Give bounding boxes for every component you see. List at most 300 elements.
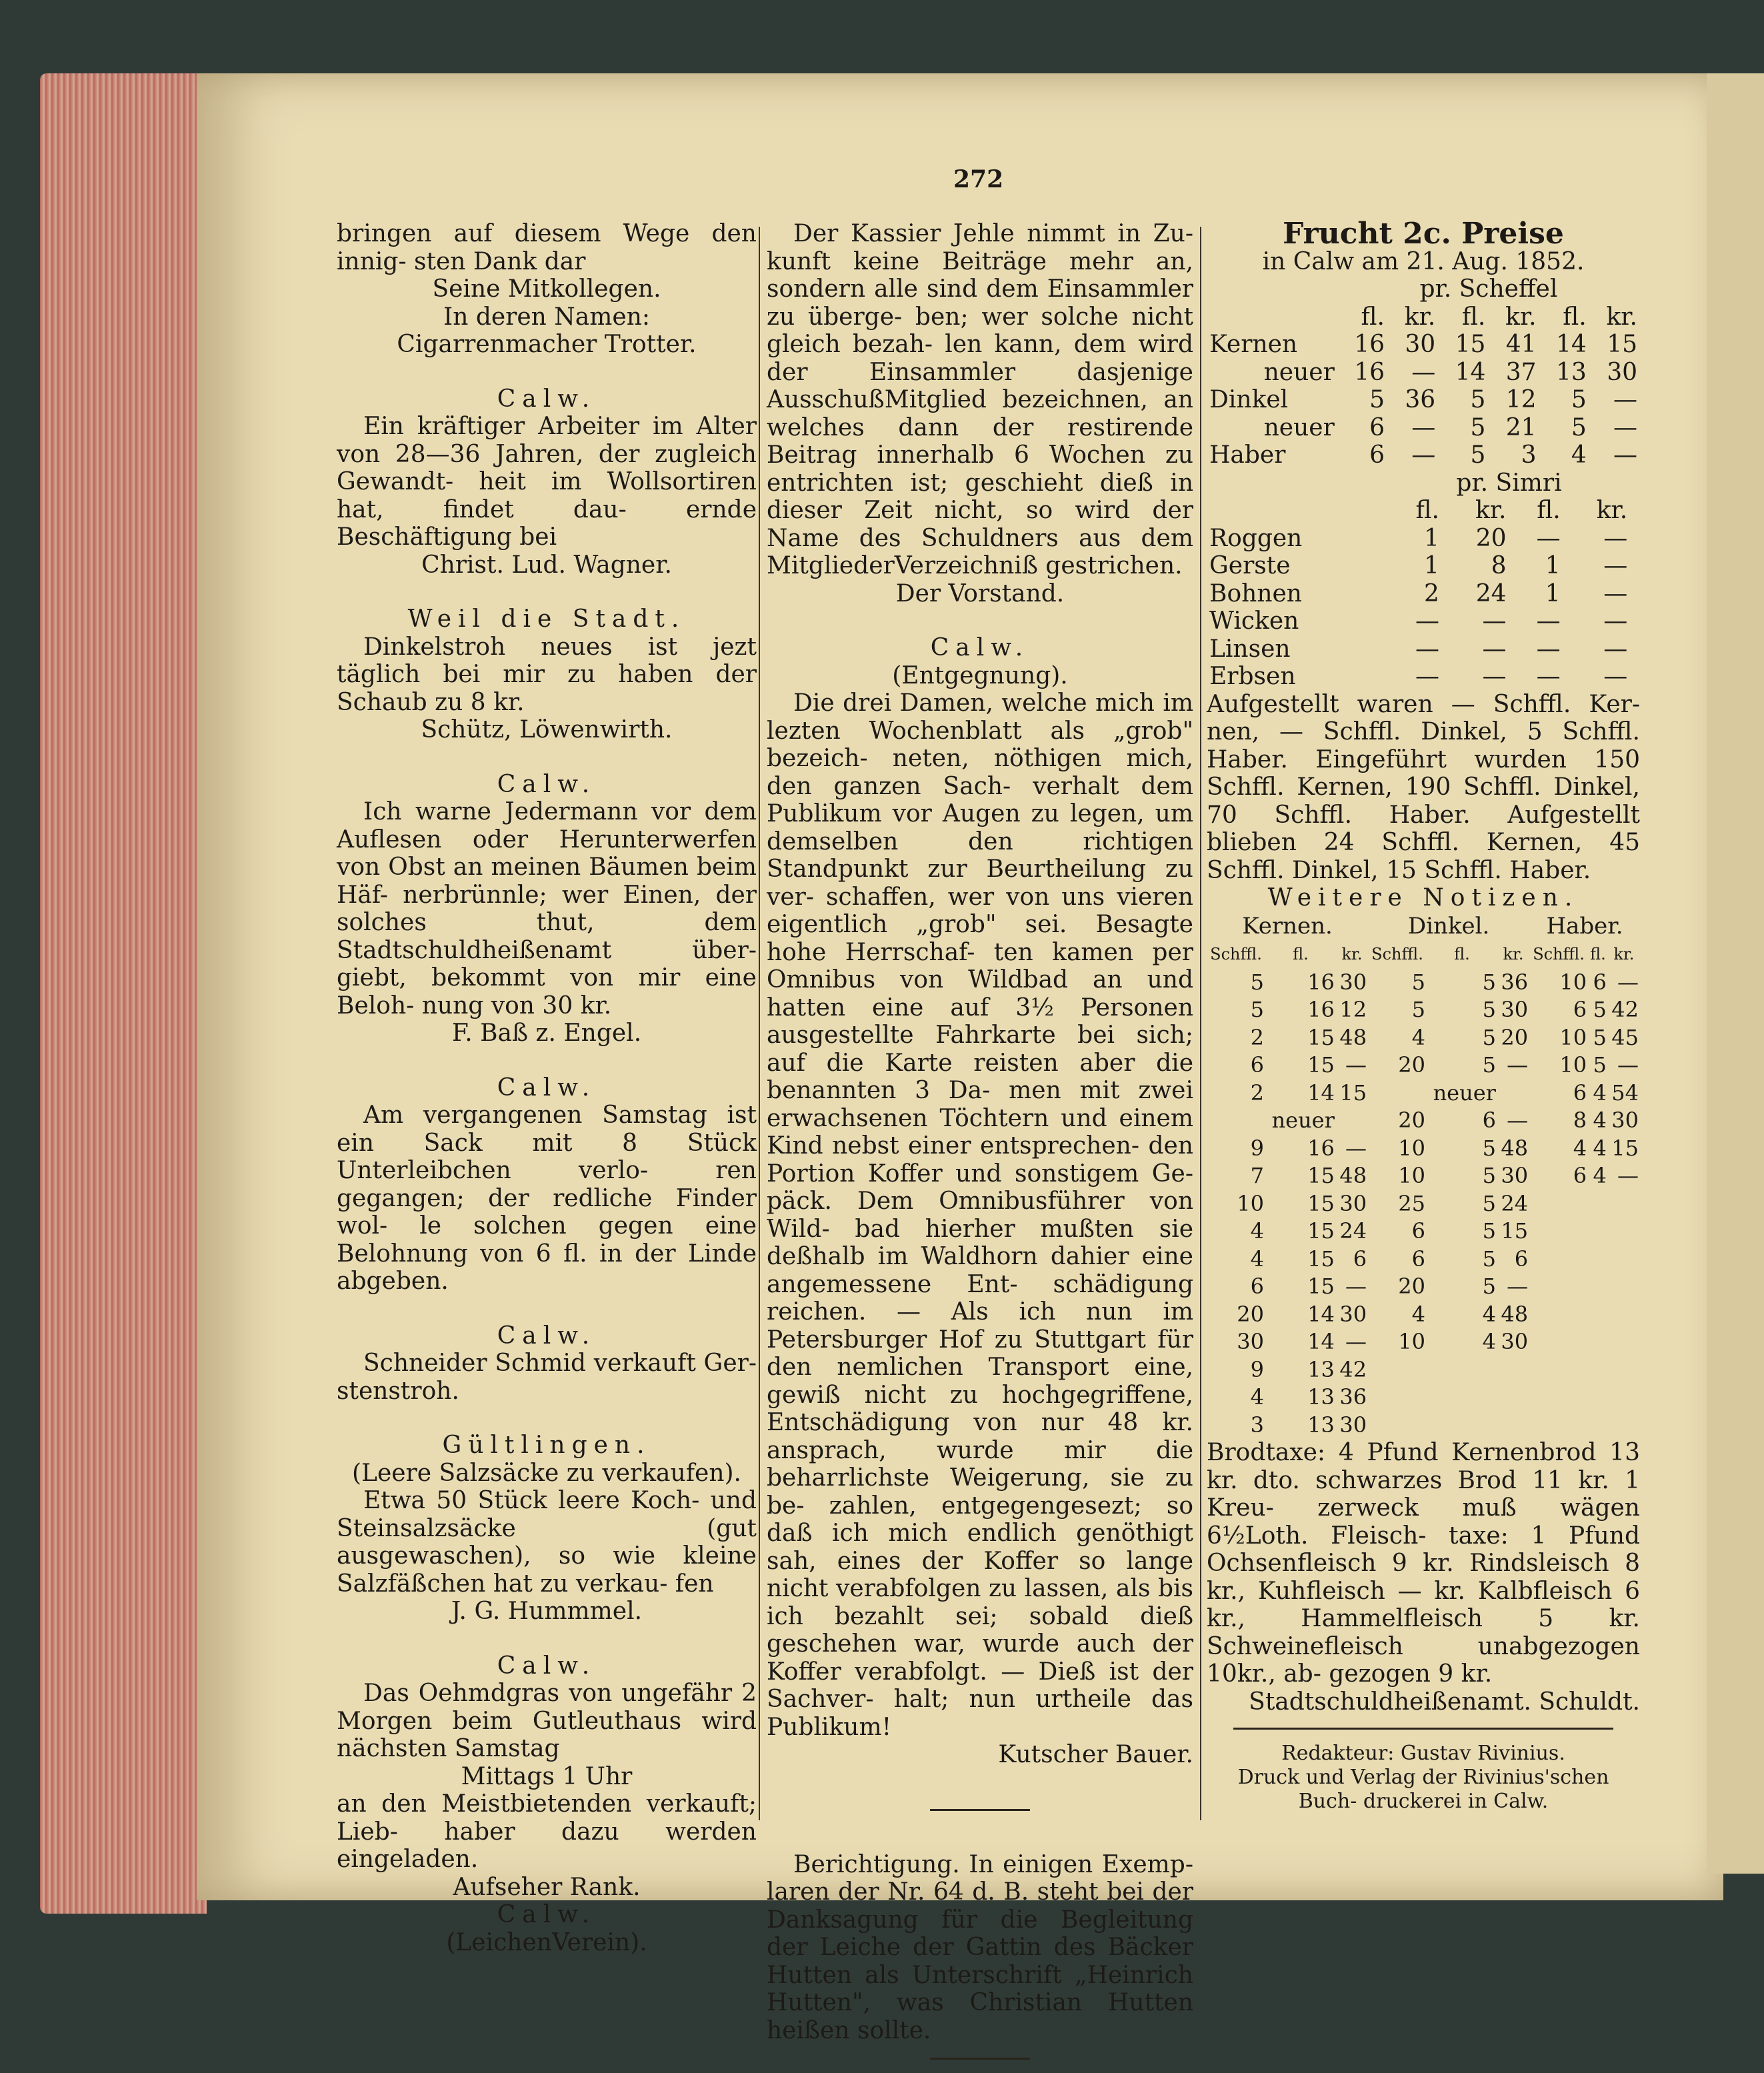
notes-cell: 4 [1411,1301,1426,1327]
table-row [1207,607,1640,635]
notes-cell: 14 [1307,1301,1335,1327]
notes-unit-header: Schffl. [1210,945,1262,963]
notes-cell: 6 [1250,1274,1264,1299]
imprint-rule [1233,1728,1613,1730]
notice-paragraph: Ich warne Jedermann vor dem Auflesen oder Herunterwerfen von Obst an meinen Bäumen beim Häf- nerbrünnle; wer Einen, der solches thut, dem Stadtschuldheißenamt über- giebt, bekommt von mir eine Beloh- nung von 30 kr. [337,798,757,1019]
notes-cell: 30 [1501,997,1529,1022]
notes-cell [1608,1384,1640,1412]
price-cell: 37 [1505,358,1537,386]
notes-unit-header: kr. [1503,945,1524,963]
price-cell: — [1415,607,1439,635]
price-cell: 15 [1455,331,1486,358]
notes-cell: neuer [1433,1080,1496,1106]
notice-line: Calw. [497,1074,597,1102]
price-cell: 20 [1475,524,1507,552]
price-cell: — [1613,413,1637,441]
notes-cell: 30 [1339,1190,1367,1216]
notes-cell [1368,1356,1427,1384]
section-rule [930,2058,1030,2060]
notes-cell: neuer [1271,1108,1335,1133]
notice-line: (Entgegnung). [892,661,1068,689]
notice-line: Calw. [497,1652,597,1680]
table-row [1207,1052,1640,1080]
adjacent-page-edge [1707,73,1764,1874]
notes-cell: 6 [1353,1246,1367,1272]
notice-paragraph: Berichtigung. In einigen Exemp- laren der Nr. 64 d. B. steht bei der Danksagung für die Begleitung der Leiche der Gattin des Bäcker Hutten als Unterschrift „Heinrich Hutten", was Christian Hutten heißen sollte. [767,1850,1193,2044]
table-row [1207,663,1640,691]
notes-cell: 5 [1482,1218,1496,1244]
notes-cell: 6 [1573,1080,1587,1106]
notes-cell: 15 [1307,1052,1335,1078]
notes-cell: 6 [1482,1108,1496,1133]
notes-cell [1588,1301,1608,1329]
notes-cell: 10 [1559,1052,1587,1078]
notes-cell: 5 [1593,997,1607,1022]
price-cell: 41 [1505,331,1537,358]
notes-cell: 15 [1307,1218,1335,1244]
header-blank [1207,303,1337,331]
notes-cell: 2 [1250,1080,1264,1106]
price-cell: — [1603,552,1628,579]
notice-line: Weil die Stadt. [407,605,686,633]
price-cell: 12 [1505,386,1537,413]
column-middle [767,220,1193,2073]
notice-line: Christ. Lud. Wagner. [421,551,672,579]
notice-line: Calw. [930,634,1030,661]
price-cell: — [1603,579,1628,607]
notes-unit-header: fl. [1293,945,1309,963]
notes-cell [1608,1356,1640,1384]
notes-cell: — [1617,1163,1639,1188]
price-cell: 30 [1607,358,1637,386]
notes-cell [1588,1384,1608,1412]
tariff-signature: Stadtschuldheißenamt. Schuldt. [1249,1688,1640,1716]
table-row [1207,359,1640,387]
notes-cell [1588,1190,1608,1218]
table-row [1207,1356,1640,1384]
notes-cell: 15 [1307,1246,1335,1272]
notes-unit-header: fl. [1590,945,1606,963]
notes-group-header: Haber. [1546,912,1623,939]
price-cell: 1 [1545,552,1561,579]
notes-cell [1497,1412,1529,1440]
notes-cell: 24 [1339,1218,1367,1244]
grain-name: Kernen [1209,331,1298,358]
price-cell: 1 [1424,524,1439,552]
notes-cell: 25 [1398,1190,1426,1216]
notes-cell: — [1617,1052,1639,1078]
notes-cell [1588,1218,1608,1246]
price-cell: 24 [1475,579,1507,607]
notes-cell: 6 [1411,1218,1426,1244]
notes-cell [1529,1218,1588,1246]
notes-cell: 6 [1573,997,1587,1022]
notice-line: Gültlingen. [442,1432,651,1459]
prices-subtitle: in Calw am 21. Aug. 1852. [1262,247,1585,275]
price-cell: 16 [1354,358,1385,386]
notes-cell: 48 [1339,1163,1367,1188]
price-cell: 15 [1607,331,1637,358]
notes-cell [1368,1384,1427,1412]
notice-line: Calw. [497,1322,597,1350]
price-cell: 14 [1455,358,1486,386]
notes-cell: — [1345,1329,1367,1354]
table-row [1207,1107,1640,1135]
notes-cell: 5 [1411,969,1426,995]
notes-cell: 7 [1250,1163,1264,1188]
table-row [1207,1328,1640,1356]
simri-unit-label: pr. Simri [1456,469,1562,497]
pad [1630,607,1640,635]
notice-line: Calw. [497,385,597,413]
notice-line: Seine Mitkollegen. [432,275,661,303]
header-fl: fl. [1361,303,1385,331]
price-cell: — [1482,607,1507,635]
header-kr: kr. [1404,303,1436,331]
table-row [1207,441,1640,469]
price-cell: — [1482,635,1507,663]
column-rule-2 [1200,227,1201,1820]
scheffel-unit-label: pr. Scheffel [1419,275,1558,303]
price-cell: — [1536,607,1561,635]
notes-cell: 30 [1501,1163,1529,1188]
price-cell: 1 [1545,579,1561,607]
price-cell: 5 [1571,386,1587,413]
notice-line: Aufseher Rank. [453,1873,641,1901]
notes-cell [1497,1356,1529,1384]
table-row [1207,996,1640,1024]
notes-cell: 5 [1482,1163,1496,1188]
table-row [1207,969,1640,997]
notes-cell [1608,1328,1640,1356]
notes-cell [1427,1384,1497,1412]
price-cell: 13 [1555,358,1587,386]
notes-cell: 5 [1593,1024,1607,1050]
spacer [337,359,757,385]
price-cell: — [1603,607,1628,635]
header-kr: kr. [1596,497,1628,524]
notes-cell: 42 [1339,1356,1367,1382]
pad [1630,635,1640,663]
imprint-editor: Redakteur: Gustav Rivinius. [1281,1742,1565,1765]
notice-line: Schütz, Löwenwirth. [421,716,673,743]
notes-cell: 4 [1593,1163,1607,1188]
price-cell: 30 [1405,331,1436,358]
notes-cell: 5 [1482,1052,1496,1078]
notes-cell: — [1345,1052,1367,1078]
header-blank [1207,497,1388,525]
notes-cell [1588,1412,1608,1440]
notice-paragraph: Der Kassier Jehle nimmt in Zu- kunft keine Beiträge mehr an, sondern alle sind dem Einsammler zu überge- ben; wer solche nicht gleich bezah- len kann, dem wird der Einsammler dasjenige AusschußMitglied bezeichnen, an welches dann der restirende Beitrag innerhalb 6 Wochen zu entrichten ist; geschieht dieß in dieser Zeit nicht, so wird der Name des Schuldners aus dem MitgliederVerzeichniß gestrichen. [767,220,1193,579]
notes-cell: 15 [1339,1080,1367,1106]
notice-line: Mittags 1 Uhr [461,1762,633,1790]
table-row [1207,414,1640,442]
notes-cell: 4 [1250,1246,1264,1272]
price-cell: 5 [1470,386,1486,413]
notice-line: In deren Namen: [443,303,651,331]
header-blank [1630,497,1640,525]
notes-cell: 5 [1482,969,1496,995]
notice-paragraph: Ein kräftiger Arbeiter im Alter von 28—36 Jahren, der zugleich Gewandt- heit im Wollsortiren hat, findet dau- ernde Beschäftigung bei [337,413,757,551]
price-cell: — [1411,441,1436,469]
notes-cell: 48 [1501,1301,1529,1327]
price-cell: 6 [1369,441,1385,469]
notes-cell [1608,1218,1640,1246]
notes-cell: 5 [1411,997,1426,1022]
price-cell: 14 [1555,331,1587,358]
simri-price-table [1207,469,1640,691]
spacer [767,607,1193,634]
notes-cell: 13 [1307,1412,1335,1438]
notice-line: Kutscher Bauer. [998,1741,1193,1768]
notes-unit-header: kr. [1613,945,1635,963]
notes-cell: 15 [1611,1135,1639,1161]
notes-cell [1588,1273,1608,1301]
notes-cell: 2 [1250,1024,1264,1050]
table-row [1207,1024,1640,1052]
table-row [1207,386,1640,414]
grain-name: Linsen [1209,635,1291,663]
notes-cell: 5 [1482,997,1496,1022]
notes-cell: 13 [1307,1356,1335,1382]
notes-cell [1427,1356,1497,1384]
notes-cell [1529,1246,1588,1274]
notes-cell [1336,1107,1368,1135]
notice-line: J. G. Hummmel. [451,1598,643,1625]
notes-cell: 4 [1411,1024,1426,1050]
table-row [1207,331,1640,359]
price-cell: 16 [1354,331,1385,358]
scheffel-price-table [1207,275,1640,469]
notes-cell: 20 [1501,1024,1529,1050]
header-kr: kr. [1505,303,1537,331]
notes-cell [1588,1246,1608,1274]
notes-cell [1529,1384,1588,1412]
notes-cell: 5 [1593,1052,1607,1078]
notes-cell: 3 [1250,1412,1264,1438]
price-cell: — [1415,663,1439,690]
notes-cell: 14 [1307,1329,1335,1354]
notice-paragraph: Etwa 50 Stück leere Koch- und Steinsalzsäcke (gut ausgewaschen), so wie kleine Salzfäßchen hat zu verkau- fen [337,1487,757,1598]
spacer [337,1405,757,1432]
notes-cell: 9 [1250,1135,1264,1161]
table-row [1207,1080,1640,1108]
header-kr: kr. [1475,497,1507,524]
price-cell: 5 [1470,441,1486,469]
notes-cell [1608,1301,1640,1329]
notes-cell: 5 [1482,1274,1496,1299]
grain-name: Roggen [1209,524,1303,552]
price-cell: 5 [1470,413,1486,441]
notes-cell: 16 [1307,969,1335,995]
notes-title: Weitere Notizen. [1267,884,1579,911]
notes-cell: — [1617,969,1639,995]
pad [1630,580,1640,608]
notes-cell: 45 [1611,1024,1639,1050]
notes-cell: 20 [1398,1274,1426,1299]
price-cell: 2 [1424,579,1439,607]
notes-cell: 10 [1398,1329,1426,1354]
grain-name: Gerste [1209,552,1291,579]
notes-cell: 16 [1307,1135,1335,1161]
price-cell: 5 [1571,413,1587,441]
price-cell: 8 [1491,552,1507,579]
notes-cell: — [1507,1108,1529,1133]
notes-cell: 5 [1482,1246,1496,1272]
notes-unit-header: fl. [1454,945,1470,963]
notes-cell [1608,1412,1640,1440]
notes-cell: 30 [1611,1108,1639,1133]
notice-paragraph: Die drei Damen, welche mich im lezten Wochenblatt als „grob" bezeich- neten, nöthigen mich, den ganzen Sach- verhalt dem Publikum vor Augen zu legen, um demselben den richtigen Standpunkt zur Beurtheilung zu ver- schaffen, wer von uns vieren eigentlich „grob" sei. Besagte hohe Herrschaf- ten kamen per Omnibus von Wildbad an und hatten eine auf 3½ Personen ausgestellte Fahrkarte bei sich; auf die Karte reisten aber die benannten 3 Da- men mit zwei erwachsenen Töchtern und einem Kind nebst einer entsprechen- den Portion Koffer und sonstigem Ge- päck. Dem Omnibusführer von Wild- bad hierher mußten sie deßhalb im Waldhorn dahier eine angemessene Ent- schädigung reichen. — Als ich nun im Petersburger Hof zu Stuttgart für den nemlichen Transport eine, gewiß nicht zu hochgegriffene, Entschädigung von nur 48 kr. ansprach, wurde mir die beharrlichste Weigerung, sie zu be- zahlen, entgegengesezt; so daß ich mich endlich genöthigt sah, eines der Koffer so lange nicht verabfolgen zu lassen, als bis ich bezahlt sei; sobald dieß geschehen war, wurde auch der Koffer verabfolgt. — Dieß ist der Sachver- halt; nun urtheile das Publikum! [767,689,1193,1741]
notes-cell: 5 [1482,1135,1496,1161]
price-cell: — [1603,524,1628,552]
price-cell: — [1603,663,1628,690]
notes-cell [1529,1328,1588,1356]
price-cell: — [1536,663,1561,690]
grain-name: Erbsen [1209,663,1296,690]
notice-line: (LeichenVerein). [446,1928,647,1956]
notes-cell: 13 [1307,1384,1335,1410]
notes-cell: 6 [1411,1246,1426,1272]
notes-cell: 12 [1339,997,1367,1022]
notice-line: Calw. [497,770,597,798]
further-notes-table [1207,912,1640,1440]
notes-cell [1529,1356,1588,1384]
notes-cell: 6 [1250,1052,1264,1078]
table-row [1207,580,1640,608]
notes-cell [1497,1080,1529,1108]
notes-cell: 15 [1307,1024,1335,1050]
notes-cell: 9 [1250,1356,1264,1382]
price-cell: — [1603,635,1628,663]
notes-cell: 24 [1501,1190,1529,1216]
notes-cell: 15 [1501,1218,1529,1244]
notes-cell: 10 [1398,1163,1426,1188]
price-cell: — [1613,386,1637,413]
header-fl: fl. [1563,303,1587,331]
pad [1630,525,1640,553]
header-fl: fl. [1461,303,1486,331]
spacer [767,1769,1193,1796]
notice-paragraph: Schneider Schmid verkauft Ger- stenstroh. [337,1350,757,1405]
notes-cell [1497,1384,1529,1412]
notes-group-header: Dinkel. [1407,912,1490,939]
notes-cell: — [1507,1052,1529,1078]
table-row [1207,1412,1640,1440]
notes-cell: 5 [1482,1190,1496,1216]
table-row [1207,1384,1640,1412]
notes-cell: 4 [1250,1218,1264,1244]
price-cell: — [1411,413,1436,441]
notes-cell: 15 [1307,1163,1335,1188]
notes-cell [1207,1107,1265,1135]
column-right-prices [1207,217,1640,1814]
price-cell: 1 [1424,552,1439,579]
spacer [767,1824,1193,1851]
notes-cell [1529,1301,1588,1329]
price-cell: — [1482,663,1507,690]
price-cell: — [1415,635,1439,663]
table-row [1207,1218,1640,1246]
notes-cell: 5 [1250,997,1264,1022]
table-row [1207,525,1640,553]
notice-paragraph: Am vergangenen Samstag ist ein Sack mit 8 Stück Unterleibchen verlo- ren gegangen; der redliche Finder wol- le solchen gegen eine Belohnung von 6 fl. in der Linde abgeben. [337,1102,757,1295]
notes-cell [1368,1412,1427,1440]
table-row [1207,1162,1640,1190]
notes-cell: 36 [1339,1384,1367,1410]
column-rule-1 [759,227,760,1820]
price-cell: 5 [1369,386,1385,413]
notes-cell: 8 [1573,1108,1587,1133]
price-cell: 6 [1369,413,1385,441]
bread-meat-tariff: Brodtaxe: 4 Pfund Kernenbrod 13 kr. dto. schwarzes Brod 11 kr. 1 Kreu- zerweck muß wägen 6½Loth. Fleisch- taxe: 1 Pfund Ochsenfleisch 9 kr. Rindsleisch 8 kr., Kuhfleisch — kr. Kalbfleisch 6 kr., Hammelfleisch 5 kr. Schweinefleisch unabgezogen 10kr., ab- gezogen 9 kr. [1207,1439,1640,1688]
column-left [337,220,757,1956]
price-cell: — [1411,358,1436,386]
notes-cell [1529,1412,1588,1440]
notes-cell [1529,1190,1588,1218]
price-cell: 3 [1521,441,1537,469]
page-number: 272 [953,165,1004,193]
notes-cell: — [1507,1274,1529,1299]
notes-cell: 4 [1573,1135,1587,1161]
pad [1630,663,1640,691]
pad [1630,552,1640,580]
notes-cell: 4 [1250,1384,1264,1410]
notes-cell: 10 [1559,1024,1587,1050]
section-rule [930,1809,1030,1811]
spacer [337,1296,757,1322]
spacer [337,1626,757,1652]
notes-cell: 20 [1237,1301,1264,1327]
notes-cell: 42 [1611,997,1639,1022]
notes-cell: 30 [1237,1329,1264,1354]
notes-cell: 20 [1398,1052,1426,1078]
notes-cell: 30 [1339,1301,1367,1327]
notes-cell [1529,1273,1588,1301]
notes-cell: 10 [1398,1135,1426,1161]
notice-line: F. Baß z. Engel. [451,1019,642,1047]
notes-cell: 30 [1501,1329,1529,1354]
notice-line: Cigarrenmacher Trotter. [397,331,697,358]
notes-cell: 30 [1339,1412,1367,1438]
table-row [1207,1190,1640,1218]
notes-cell [1608,1273,1640,1301]
spacer [337,579,757,605]
notes-unit-header: kr. [1341,945,1363,963]
price-cell: — [1536,635,1561,663]
table-row [1207,552,1640,580]
notes-cell [1588,1328,1608,1356]
grain-name: neuer [1263,413,1335,441]
notes-cell: 48 [1501,1135,1529,1161]
notice-line: Der Vorstand. [895,579,1065,607]
notes-cell: 15 [1307,1190,1335,1216]
notes-cell: 48 [1339,1024,1367,1050]
notes-group-header: Kernen. [1242,912,1333,939]
grain-name: Bohnen [1209,579,1302,607]
notes-cell: 4 [1482,1301,1496,1327]
table-row [1207,1135,1640,1163]
notes-unit-header: Schffl. [1371,945,1423,963]
grain-name: neuer [1263,358,1335,386]
notes-cell: 4 [1593,1108,1607,1133]
notes-cell [1588,1356,1608,1384]
book-page-edges [40,73,207,1914]
notes-cell: 4 [1593,1080,1607,1106]
notes-cell: 10 [1237,1190,1264,1216]
notes-cell: 5 [1250,969,1264,995]
notice-paragraph: Das Oehmdgras von ungefähr 2 Morgen beim Gutleuthaus wird nächsten Samstag [337,1680,757,1762]
